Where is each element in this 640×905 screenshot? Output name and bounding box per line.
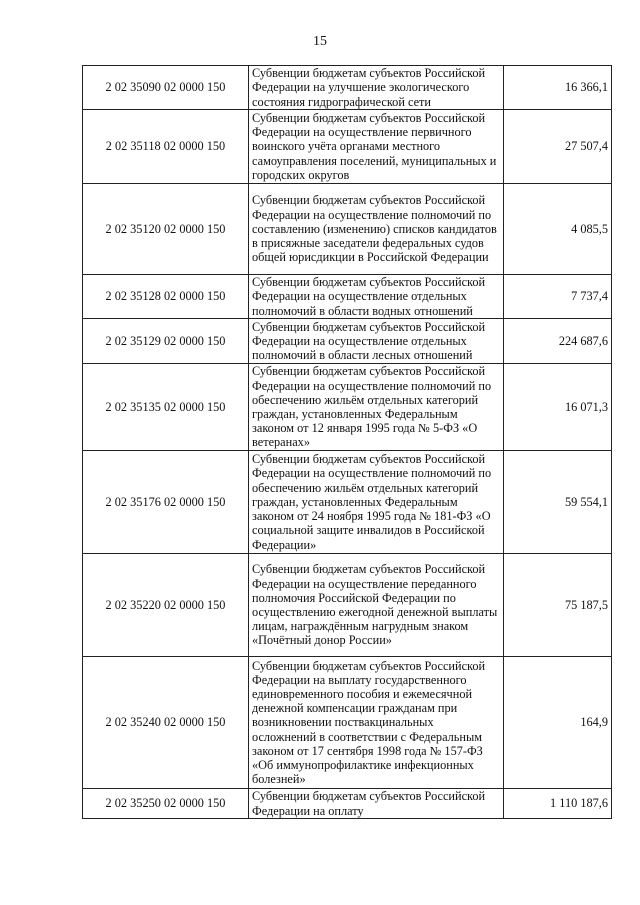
budget-code: 2 02 35128 02 0000 150: [83, 275, 249, 319]
budget-table: [82, 65, 612, 819]
budget-code: 2 02 35220 02 0000 150: [83, 554, 249, 657]
budget-amount: 75 187,5: [504, 554, 612, 657]
budget-description: Субвенции бюджетам субъектов Российской Федерации на осуществление отдельных полномочий в области лесных отношений: [249, 319, 504, 364]
budget-description: Субвенции бюджетам субъектов Российской Федерации на осуществление переданного полномочия Российской Федерации по осуществлению ежегодной денежной выплаты лицам, награждённым нагрудным знаком «Почётный донор России»: [249, 554, 504, 657]
budget-code: 2 02 35120 02 0000 150: [83, 184, 249, 275]
budget-description: Субвенции бюджетам субъектов Российской Федерации на осуществление полномочий по обеспечению жильём отдельных категорий граждан, установленных Федеральным законом от 24 ноября 1995 года № 181-ФЗ «О социальной защите инвалидов в Российской Федерации»: [249, 451, 504, 554]
page-number: 15: [313, 34, 327, 49]
budget-code: 2 02 35240 02 0000 150: [83, 657, 249, 789]
budget-description: Субвенции бюджетам субъектов Российской Федерации на осуществление полномочий по составлению (изменению) списков кандидатов в присяжные заседатели федеральных судов общей юрисдикции в Российской Федерации: [249, 184, 504, 275]
table-row: [83, 275, 612, 319]
table-row: [83, 451, 612, 554]
budget-code: 2 02 35090 02 0000 150: [83, 66, 249, 110]
table-row: [83, 66, 612, 110]
budget-amount: 16 366,1: [504, 66, 612, 110]
budget-code: 2 02 35250 02 0000 150: [83, 789, 249, 819]
budget-description: Субвенции бюджетам субъектов Российской Федерации на выплату государственного единовременного пособия и ежемесячной денежной компенсации гражданам при возникновении поствакцинальных осложнений в соответствии с Федеральным законом от 17 сентября 1998 года № 157-ФЗ «Об иммунопрофилактике инфекционных болезней»: [249, 657, 504, 789]
budget-description: Субвенции бюджетам субъектов Российской Федерации на улучшение экологического состояния гидрографической сети: [249, 66, 504, 110]
table-row: [83, 789, 612, 819]
table-row: [83, 184, 612, 275]
budget-amount: 224 687,6: [504, 319, 612, 364]
budget-code: 2 02 35118 02 0000 150: [83, 110, 249, 184]
table-row: [83, 554, 612, 657]
budget-code: 2 02 35135 02 0000 150: [83, 364, 249, 451]
table-row: [83, 319, 612, 364]
table-row: [83, 110, 612, 184]
table-row: [83, 364, 612, 451]
budget-description: Субвенции бюджетам субъектов Российской Федерации на оплату: [249, 789, 504, 819]
budget-amount: 1 110 187,6: [504, 789, 612, 819]
budget-amount: 164,9: [504, 657, 612, 789]
budget-amount: 59 554,1: [504, 451, 612, 554]
budget-code: 2 02 35176 02 0000 150: [83, 451, 249, 554]
budget-amount: 16 071,3: [504, 364, 612, 451]
budget-amount: 4 085,5: [504, 184, 612, 275]
budget-description: Субвенции бюджетам субъектов Российской Федерации на осуществление отдельных полномочий в области водных отношений: [249, 275, 504, 319]
budget-description: Субвенции бюджетам субъектов Российской Федерации на осуществление полномочий по обеспечению жильём отдельных категорий граждан, установленных Федеральным законом от 12 января 1995 года № 5-ФЗ «О ветеранах»: [249, 364, 504, 451]
budget-code: 2 02 35129 02 0000 150: [83, 319, 249, 364]
budget-amount: 27 507,4: [504, 110, 612, 184]
table-row: [83, 657, 612, 789]
budget-amount: 7 737,4: [504, 275, 612, 319]
budget-description: Субвенции бюджетам субъектов Российской Федерации на осуществление первичного воинского учёта органами местного самоуправления поселений, муниципальных и городских округов: [249, 110, 504, 184]
